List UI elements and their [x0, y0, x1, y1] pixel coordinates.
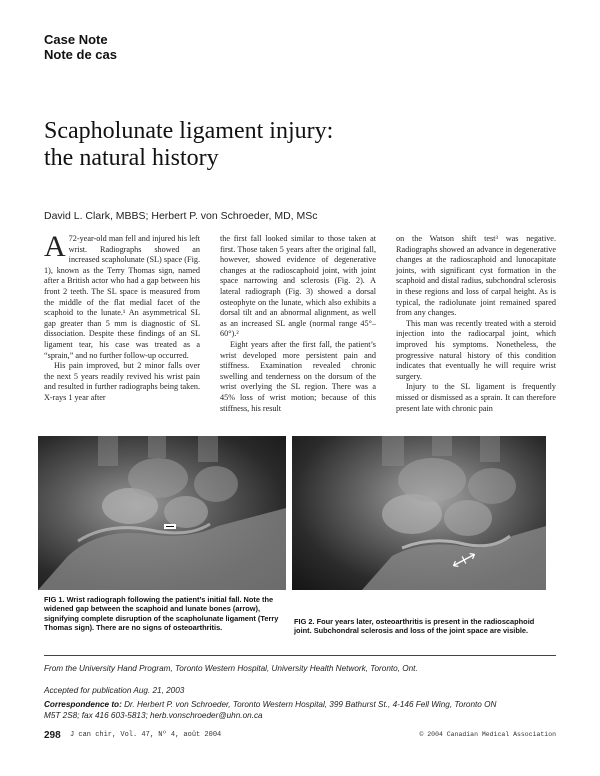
affiliation-note: From the University Hand Program, Toronto Western Hospital, University Health Network, Toronto, Ont.: [44, 664, 418, 673]
journal-reference: J can chir, Vol. 47, Nº 4, août 2004: [70, 731, 222, 739]
correspondence-text: Dr. Herbert P. von Schroeder, Toronto Western Hospital, 399 Bathurst St., 4-146 Fell Wing, Toronto ON M5T 2S8; fax 416 603-5813; herb.vonschroeder@uhn.on.ca: [44, 700, 497, 720]
correspondence-label: Correspondence to:: [44, 700, 122, 709]
section-label-fr: Note de cas: [44, 47, 117, 62]
footer-divider: [44, 655, 556, 656]
title-line-1: Scapholunate ligament injury:: [44, 118, 334, 144]
body-paragraph: His pain improved, but 2 minor falls over the next 5 years readily revived his wrist pain and resulted in further radiographs being taken. X-rays 1 year after: [44, 361, 200, 402]
body-paragraph: Eight years after the first fall, the patient’s wrist developed more persistent pain and stiffness. Examination revealed chronic swelling and tenderness on the dorsum of the wrist overlying the SL region. There was a 45% loss of wrist motion; because of this stiffness, his result: [220, 339, 376, 413]
body-paragraph: Injury to the SL ligament is frequently missed or dismissed as a sprain. It can therefore present late with chronic pain: [396, 382, 556, 413]
paragraph-text: 72-year-old man fell and injured his left wrist. Radiographs showed an increased scapholunate (SL) space (Fig. 1), known as the Terry Thomas sign, named after a British actor who had a gap between his front 2 teeth. The SL space is measured from the middle of the flat medial facet of the scaphoid to the lunate.¹ An asymmetrical SL gap greater than 5 mm is diagnostic of SL dissociation. Despite these findings of an SL ligament tear, his case was treated as a “sprain,” and no further follow-up occurred.: [44, 234, 200, 360]
body-paragraph: on the Watson shift test³ was negative. Radiographs showed an advance in degenerative changes at the radioscaphoid and lunocapitate joints, with significant cyst formation in the scaphoid and distal radius, subchondral sclerosis in these regions and loss of carpal height. As is typical, the radiolunate joint remained spared from any changes.: [396, 234, 556, 318]
radiograph-image: [38, 436, 286, 590]
body-column-2: [220, 234, 376, 414]
body-column-3: [396, 234, 556, 414]
body-paragraph: This man was recently treated with a steroid injection into the radiocarpal joint, which improved his symptoms. Nonetheless, the progressive natural history of this condition indicates that eventually he will require wrist surgery.: [396, 318, 556, 381]
body-paragraph: the first fall looked similar to those taken at first. Those taken 5 years after the original fall, however, showed evidence of degenerative changes at the radioscaphoid joint, with joint space narrowing and sclerosis (Fig. 2). A lateral radiograph (Fig. 3) showed a dorsal osteophyte on the lunate, which also exhibits a dorsal tilt and an abnormal alignment, as well as an increased SL angle (normal range 45°–60°).²: [220, 234, 376, 339]
body-column-1: [44, 230, 200, 404]
accepted-date: Accepted for publication Aug. 21, 2003: [44, 686, 185, 695]
page-number: 298: [44, 730, 61, 741]
figure-2-radiograph: [292, 436, 546, 590]
article-title: [44, 118, 484, 172]
correspondence-note: [44, 700, 514, 721]
body-paragraph: [44, 230, 200, 361]
author-line: David L. Clark, MBBS; Herbert P. von Schroeder, MD, MSc: [44, 210, 318, 222]
section-header: [44, 32, 117, 62]
radiograph-image: [292, 436, 546, 590]
section-label-en: Case Note: [44, 32, 108, 47]
copyright-notice: © 2004 Canadian Medical Association: [419, 731, 556, 738]
figure-1-caption: FIG 1. Wrist radiograph following the patient’s initial fall. Note the widened gap between the scaphoid and lunate bones (arrow), signifying complete disruption of the scapholunate ligament (Terry Thomas sign). There are no signs of osteoarthritis.: [44, 595, 279, 633]
figure-1-radiograph: [38, 436, 286, 590]
arrow-icon: [164, 524, 176, 529]
figure-2-caption: FIG 2. Four years later, osteoarthritis is present in the radioscaphoid joint. Subchondral sclerosis and loss of the joint space are visible.: [294, 617, 535, 636]
title-line-2: the natural history: [44, 145, 219, 171]
drop-cap: A: [44, 230, 66, 263]
